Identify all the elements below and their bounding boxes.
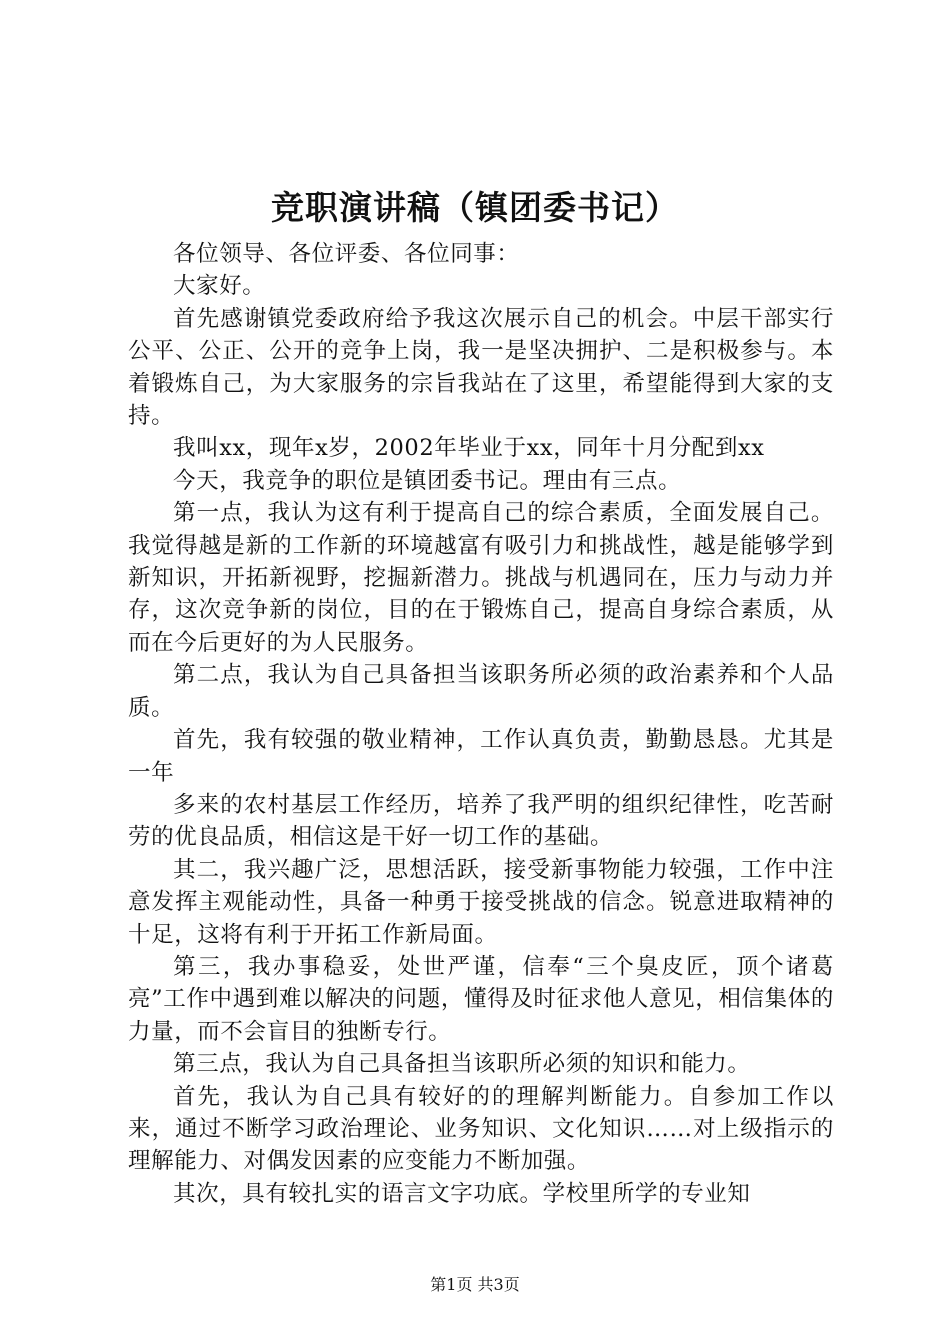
document-title: 竞职演讲稿（镇团委书记） xyxy=(271,188,679,227)
paragraph-point-two: 第二点，我认为自己具备担当该职务所必须的政治素养和个人品质。 xyxy=(128,662,834,721)
paragraph-third: 第三，我办事稳妥，处世严谨，信奉“三个臭皮匠，顶个诸葛亮”工作中遇到难以解决的问题，懂得及时征求他人意见，相信集体的力量，而不会盲目的独断专行。 xyxy=(128,953,834,1045)
paragraph-point-one: 第一点，我认为这有利于提高自己的综合素质，全面发展自己。我觉得越是新的工作新的环境越富有吸引力和挑战性，越是能够学到新知识，开拓新视野，挖掘新潜力。挑战与机遇同在，压力与动力并存，这次竞争新的岗位，目的在于锻炼自己，提高自身综合素质，从而在今后更好的为人民服务。 xyxy=(128,500,834,656)
paragraph-hello: 大家好。 xyxy=(173,273,266,300)
page-footer: 第1页 共3页 xyxy=(430,1275,520,1294)
paragraph-self-intro: 我叫xx，现年x岁，2002年毕业于xx，同年十月分配到xx xyxy=(173,435,765,462)
paragraph-greeting: 各位领导、各位评委、各位同事： xyxy=(173,241,520,267)
document-body xyxy=(128,238,834,1210)
paragraph-writing: 其次，具有较扎实的语言文字功底。学校里所学的专业知 xyxy=(173,1180,751,1207)
paragraph-experience: 多来的农村基层工作经历，培养了我严明的组织纪律性，吃苦耐劳的优良品质，相信这是干好一切工作的基础。 xyxy=(128,791,834,851)
paragraph-first: 首先，我有较强的敬业精神，工作认真负责，勤勤恳恳。尤其是一年 xyxy=(128,727,834,786)
paragraph-position: 今天，我竞争的职位是镇团委书记。理由有三点。 xyxy=(173,467,682,494)
paragraph-second: 其二，我兴趣广泛，思想活跃，接受新事物能力较强，工作中注意发挥主观能动性，具备一种勇于接受挑战的信念。锐意进取精神的十足，这将有利于开拓工作新局面。 xyxy=(128,856,834,948)
paragraph-point-three: 第三点，我认为自己具备担当该职所必须的知识和能力。 xyxy=(173,1051,751,1078)
paragraph-understanding: 首先，我认为自己具有较好的的理解判断能力。自参加工作以来，通过不断学习政治理论、业务知识、文化知识……对上级指示的理解能力、对偶发因素的应变能力不断加强。 xyxy=(128,1083,834,1175)
paragraph-intro: 首先感谢镇党委政府给予我这次展示自己的机会。中层干部实行公平、公正、公开的竞争上岗，我一是坚决拥护、二是积极参与。本着锻炼自己，为大家服务的宗旨我站在了这里，希望能得到大家的支持。 xyxy=(128,305,834,430)
